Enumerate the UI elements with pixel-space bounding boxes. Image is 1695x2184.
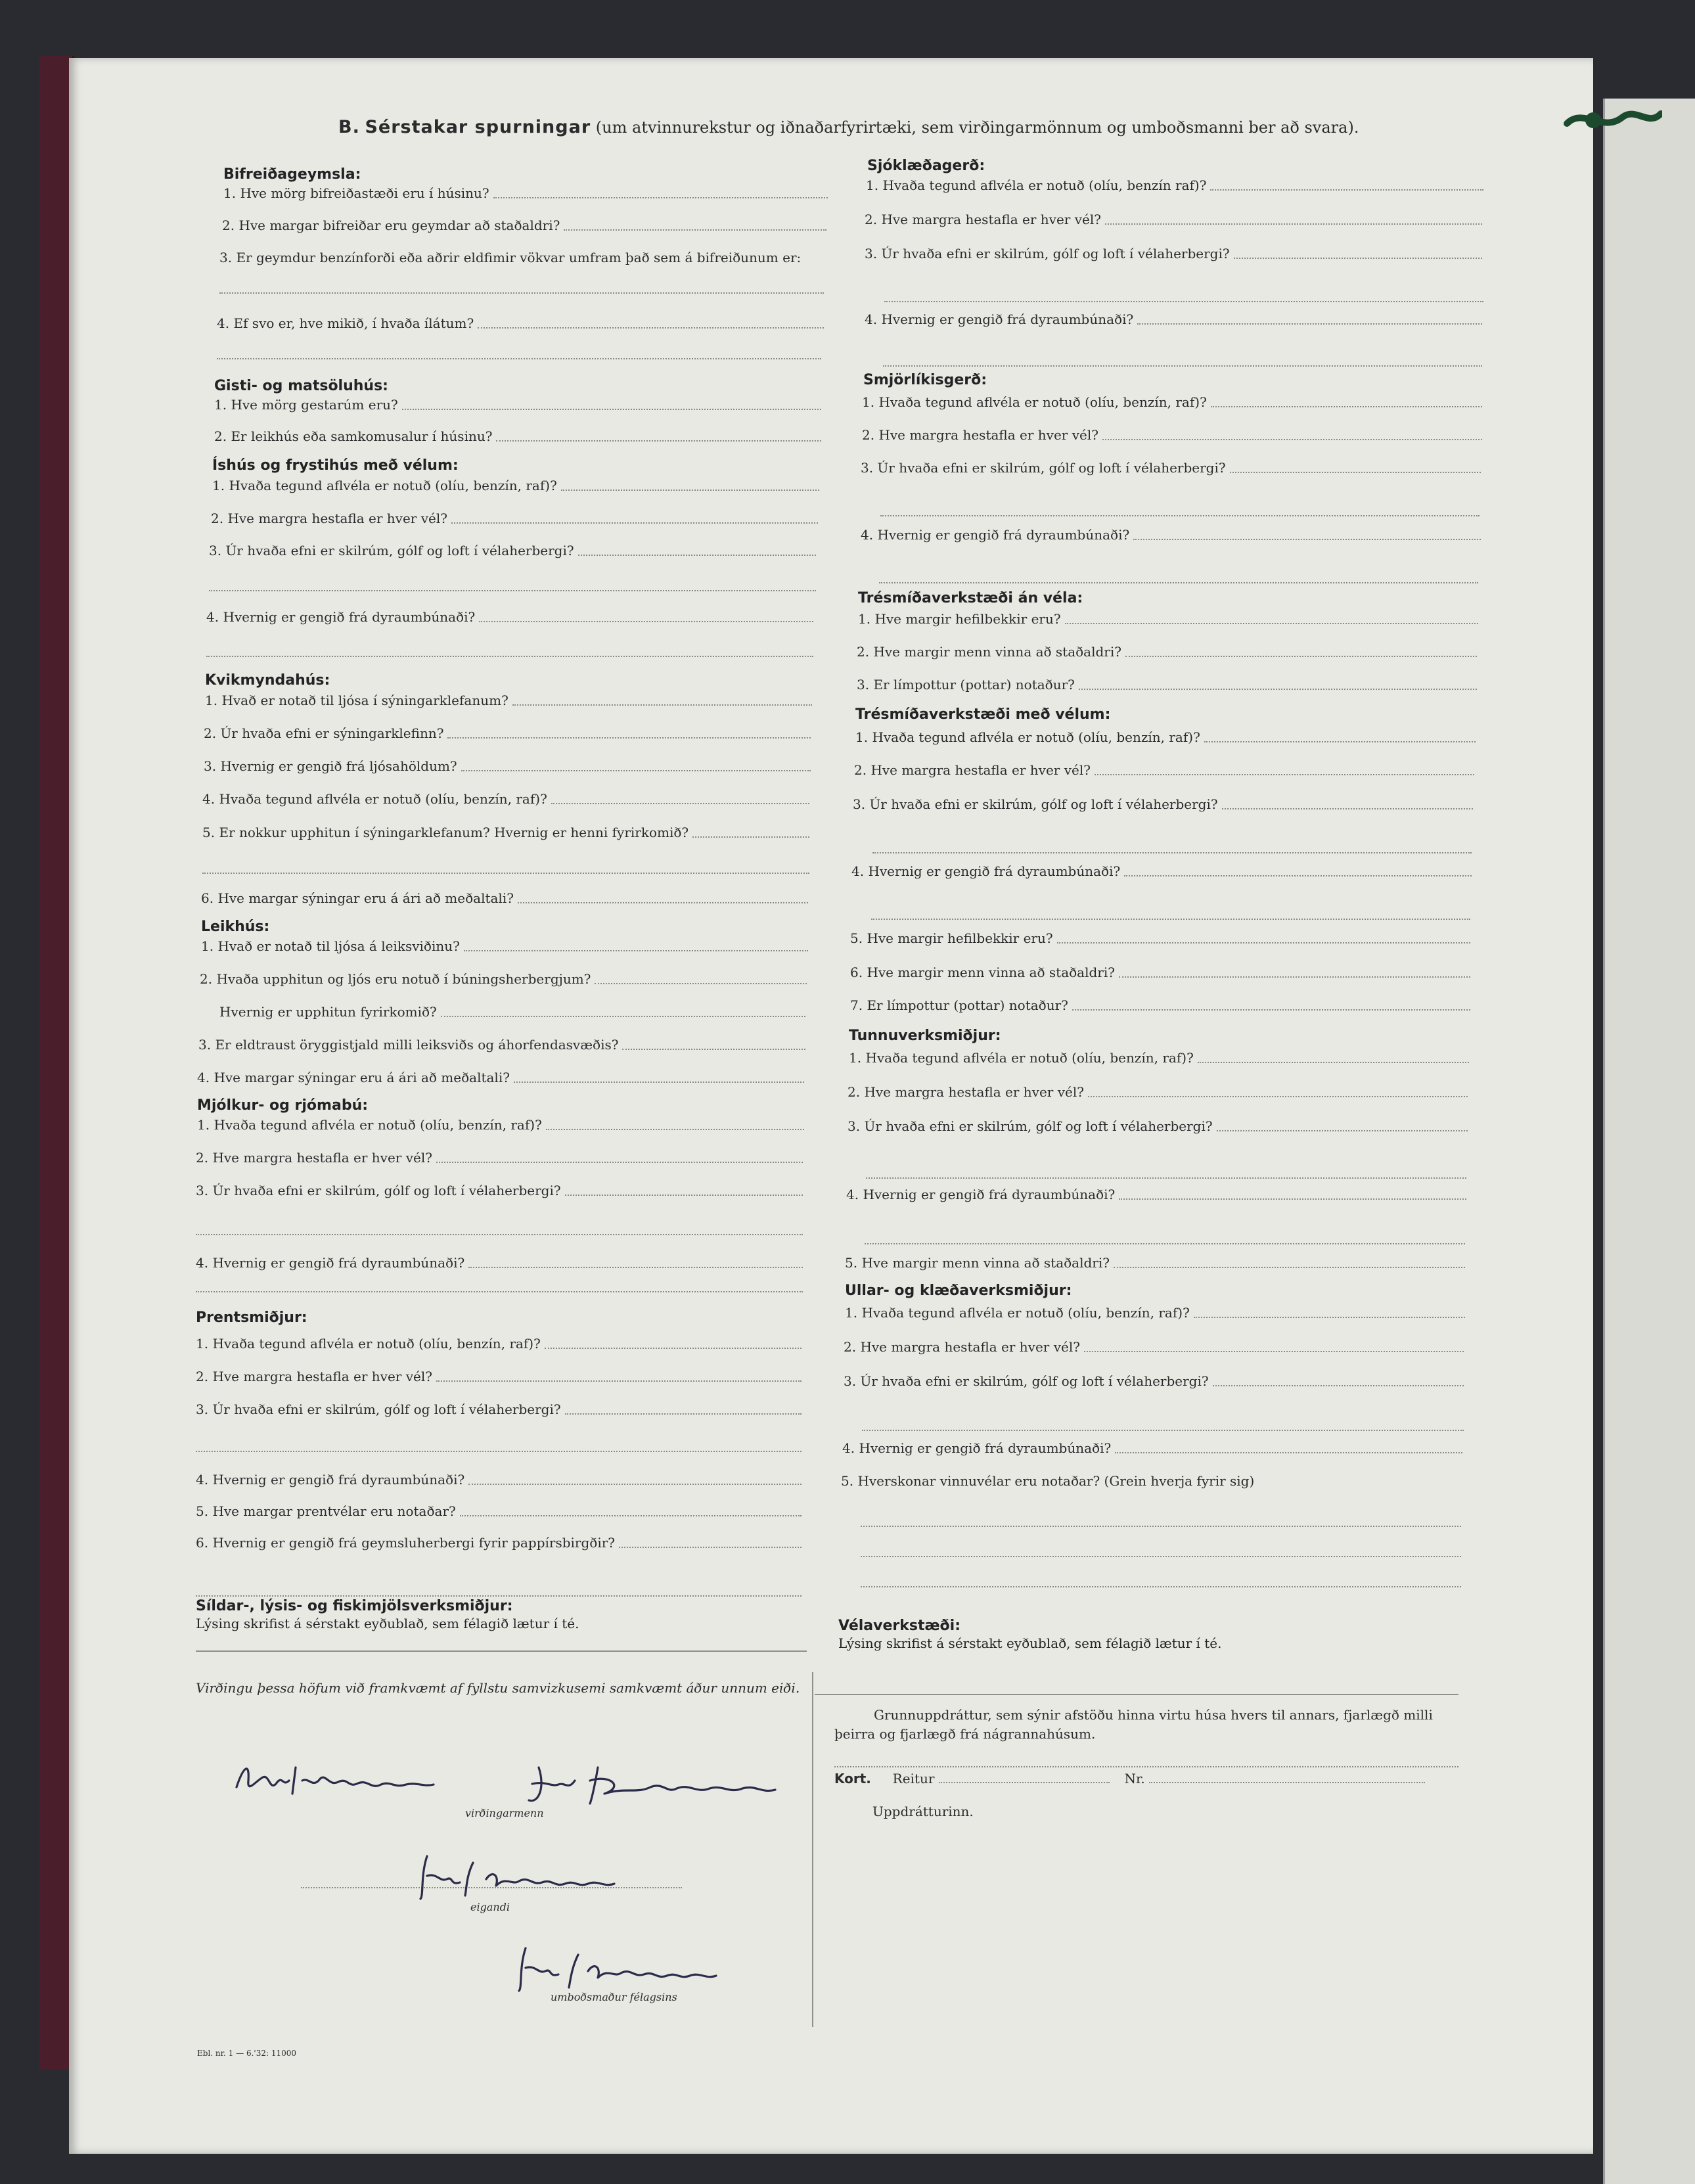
- question-row: [842, 1440, 1462, 1456]
- answer-line[interactable]: [1065, 623, 1478, 624]
- question-text: 3. Úr hvaða efni er skilrúm, gólf og loft í vélaherbergi?: [844, 1373, 1209, 1389]
- question-text: 4. Hvernig er gengið frá dyraumbúnaði?: [846, 1187, 1116, 1202]
- answer-line[interactable]: [1079, 689, 1477, 690]
- answer-line[interactable]: [884, 301, 1483, 302]
- answer-line[interactable]: [619, 1547, 802, 1548]
- signature-eigandi: [414, 1850, 624, 1902]
- question-text: 1. Hvaða tegund aflvéla er notuð (olíu, benzín raf)?: [866, 177, 1207, 193]
- answer-line[interactable]: [1084, 1351, 1464, 1352]
- answer-line[interactable]: [217, 358, 821, 359]
- answer-line[interactable]: [436, 1380, 802, 1382]
- answer-line[interactable]: [479, 621, 813, 622]
- answer-line[interactable]: [196, 1234, 803, 1235]
- question-row: [862, 427, 1482, 443]
- answer-line[interactable]: [1105, 223, 1482, 225]
- question-text: 2. Er leikhús eða samkomusalur í húsinu?: [214, 428, 493, 444]
- question-text: 6. Hvernig er gengið frá geymsluherbergi fyrir pappírsbirgðir?: [196, 1535, 616, 1551]
- question-row: [200, 971, 807, 987]
- answer-line[interactable]: [402, 409, 821, 410]
- question-text: 2. Hve margra hestafla er hver vél?: [854, 762, 1091, 778]
- section-title-gisti: Gisti- og matsöluhús:: [214, 378, 388, 394]
- question-row: [841, 1473, 1461, 1489]
- question-text: 7. Er límpottur (pottar) notaður?: [850, 997, 1068, 1013]
- question-row: [196, 1401, 802, 1417]
- answer-line[interactable]: [1088, 1096, 1468, 1097]
- answer-line[interactable]: [436, 1162, 803, 1163]
- answer-line[interactable]: [861, 1556, 1461, 1557]
- answer-line[interactable]: [196, 1451, 802, 1452]
- question-text: 2. Hve margir menn vinna að staðaldri?: [857, 644, 1121, 660]
- nr-field[interactable]: [1149, 1782, 1425, 1783]
- answer-line[interactable]: [545, 1348, 802, 1349]
- header-note: (um atvinnurekstur og iðnaðarfyrirtæki, sem virðingarmönnum og umboðsmanni ber að svara).: [595, 118, 1359, 137]
- question-row: [201, 938, 808, 954]
- section-title-leikhus: Leikhús:: [201, 919, 270, 935]
- question-row: [853, 796, 1473, 812]
- answer-line[interactable]: [1072, 1009, 1470, 1011]
- question-text: 2. Hve margra hestafla er hver vél?: [844, 1339, 1080, 1355]
- section-title-prentsmidjur: Prentsmiðjur:: [196, 1309, 307, 1326]
- question-text: 4. Hvernig er gengið frá dyraumbúnaði?: [861, 527, 1130, 543]
- question-row: [196, 1472, 802, 1488]
- question-row: [197, 1117, 804, 1133]
- question-text: 5. Hve margar prentvélar eru notaðar?: [196, 1503, 456, 1519]
- question-text: 1. Hvaða tegund aflvéla er notuð (olíu, benzín, raf)?: [855, 729, 1200, 745]
- question-text: 2. Hve margar bifreiðar eru geymdar að staðaldri?: [222, 217, 560, 233]
- question-row: [849, 1050, 1469, 1066]
- adjacent-page: [1603, 99, 1695, 2184]
- question-row: [846, 1187, 1466, 1202]
- answer-line[interactable]: [871, 919, 1470, 920]
- answer-line[interactable]: [1119, 976, 1470, 978]
- question-text: 1. Hve mörg bifreiðastæði eru í húsinu?: [223, 185, 489, 201]
- question-text: 4. Hvaða tegund aflvéla er notuð (olíu, benzín, raf)?: [202, 791, 547, 807]
- part-letter: B.: [338, 117, 360, 137]
- answer-line[interactable]: [1234, 258, 1482, 259]
- question-text: 5. Hve margir hefilbekkir eru?: [850, 930, 1053, 946]
- answer-line[interactable]: [478, 327, 824, 329]
- answer-line[interactable]: [461, 770, 811, 771]
- section-title-ullar: Ullar- og klæðaverksmiðjur:: [845, 1283, 1072, 1299]
- question-row: [861, 527, 1481, 543]
- question-text: 6. Hve margir menn vinna að staðaldri?: [850, 965, 1115, 980]
- answer-line[interactable]: [219, 292, 824, 294]
- question-text: 3. Úr hvaða efni er skilrúm, gólf og loft í vélaherbergi?: [196, 1183, 561, 1198]
- velaverk-title: Vélaverkstæði:: [838, 1618, 960, 1634]
- answer-line[interactable]: [1210, 189, 1483, 191]
- answer-line[interactable]: [879, 582, 1478, 583]
- question-row: [204, 758, 811, 774]
- answer-line[interactable]: [196, 1595, 802, 1597]
- reitur-field[interactable]: [939, 1782, 1110, 1783]
- signature-umbodsmadur: [512, 1942, 723, 1994]
- question-row: [850, 965, 1470, 980]
- question-text: 1. Hvaða tegund aflvéla er notuð (olíu, benzín, raf)?: [197, 1117, 542, 1133]
- question-row: [857, 677, 1477, 693]
- question-row: [196, 1369, 802, 1384]
- answer-line[interactable]: [468, 1267, 803, 1268]
- answer-line[interactable]: [460, 1515, 802, 1516]
- caption-virdingarmenn: virðingarmenn: [465, 1807, 544, 1819]
- divider-rule: [815, 1694, 1458, 1695]
- question-text: 1. Hvað er notað til ljósa í sýningarklefanum?: [205, 693, 508, 708]
- answer-line[interactable]: [1211, 406, 1482, 407]
- binding-cord-icon: [1564, 104, 1662, 137]
- nr-label: Nr.: [1124, 1771, 1145, 1786]
- section-title-bifreidageymsla: Bifreiðageymsla:: [223, 166, 361, 183]
- question-text: 4. Hvernig er gengið frá dyraumbúnaði?: [842, 1440, 1112, 1456]
- question-text: 4. Hvernig er gengið frá dyraumbúnaði?: [196, 1255, 465, 1271]
- question-row: [866, 177, 1483, 193]
- answer-line[interactable]: [865, 1243, 1465, 1244]
- answer-line[interactable]: [1213, 1385, 1464, 1386]
- answer-line[interactable]: [206, 656, 813, 657]
- question-row: [857, 644, 1477, 660]
- answer-line[interactable]: [564, 229, 826, 231]
- question-row: [196, 1150, 803, 1166]
- question-row: [211, 511, 818, 526]
- question-text: 5. Hve margir menn vinna að staðaldri?: [845, 1255, 1110, 1271]
- form-header: [338, 117, 1455, 137]
- question-text: 6. Hve margar sýningar eru á ári að meðaltali?: [201, 890, 514, 906]
- question-row: [858, 611, 1478, 627]
- question-text: 3. Úr hvaða efni er skilrúm, gólf og loft í vélaherbergi?: [853, 796, 1218, 812]
- question-text: 3. Úr hvaða efni er skilrúm, gólf og loft í vélaherbergi?: [861, 460, 1226, 476]
- question-row: [219, 250, 826, 265]
- question-row: [217, 315, 824, 331]
- question-row: [845, 1255, 1465, 1271]
- question-text: 1. Hvaða tegund aflvéla er notuð (olíu, benzín, raf)?: [212, 478, 557, 493]
- answer-line[interactable]: [1217, 1130, 1468, 1131]
- reitur-label: Reitur: [892, 1771, 935, 1786]
- question-row: [196, 1336, 802, 1352]
- question-text: 4. Ef svo er, hve mikið, í hvaða ílátum?: [217, 315, 474, 331]
- section-title-ishus: Íshús og frystihús með vélum:: [212, 457, 459, 474]
- question-text: 3. Úr hvaða efni er skilrúm, gólf og loft í vélaherbergi?: [209, 543, 574, 558]
- answer-line[interactable]: [692, 836, 809, 838]
- kort-row: [834, 1771, 1465, 1792]
- question-text: 4. Hvernig er gengið frá dyraumbúnaði?: [196, 1472, 465, 1488]
- question-row: [865, 212, 1482, 227]
- question-text: Hvernig er upphitun fyrirkomið?: [219, 1004, 437, 1020]
- header-title: Sérstakar spurningar: [365, 117, 591, 137]
- question-text: 4. Hvernig er gengið frá dyraumbúnaði?: [206, 609, 476, 625]
- question-text: 1. Hvaða tegund aflvéla er notuð (olíu, benzín, raf)?: [849, 1050, 1194, 1066]
- answer-line[interactable]: [551, 803, 809, 804]
- question-text: 4. Hvernig er gengið frá dyraumbúnaði?: [865, 311, 1134, 327]
- answer-line[interactable]: [202, 873, 809, 874]
- grunnuppdrattur-text: Grunnuppdráttur, sem sýnir afstöðu hinna virtu húsa hvers til annars, fjarlægð milli þeirra og fjarlægð frá nágrannahúsum.: [834, 1707, 1433, 1742]
- answer-line[interactable]: [1114, 1267, 1465, 1268]
- question-text: 3. Er límpottur (pottar) notaður?: [857, 677, 1075, 693]
- section-title-mjolkur: Mjólkur- og rjómabú:: [197, 1097, 369, 1114]
- answer-line[interactable]: [565, 1194, 803, 1196]
- question-text: 4. Hve margar sýningar eru á ári að meðaltali?: [197, 1070, 510, 1085]
- answer-line[interactable]: [861, 1586, 1461, 1587]
- answer-line[interactable]: [1133, 539, 1481, 540]
- question-text: 2. Hve margra hestafla er hver vél?: [862, 427, 1098, 443]
- question-row: [209, 543, 816, 558]
- question-text: 3. Er geymdur benzínforði eða aðrir eldfimir vökvar umfram það sem á bifreiðunum er:: [219, 250, 802, 265]
- question-text: 1. Hve margir hefilbekkir eru?: [858, 611, 1061, 627]
- section-title-velaverkstaedi: [838, 1618, 1221, 1651]
- answer-line[interactable]: [441, 1016, 805, 1017]
- question-row: [212, 478, 819, 493]
- answer-line[interactable]: [447, 737, 811, 739]
- answer-line[interactable]: [514, 1081, 804, 1083]
- answer-line[interactable]: [834, 1766, 1458, 1767]
- answer-line[interactable]: [1124, 875, 1472, 876]
- answer-line[interactable]: [496, 440, 821, 442]
- answer-line[interactable]: [1125, 656, 1477, 657]
- section-title-kvikmyndahus: Kvikmyndahús:: [205, 672, 330, 689]
- question-row: [845, 1305, 1465, 1321]
- caption-eigandi: eigandi: [470, 1901, 510, 1913]
- answer-line[interactable]: [464, 950, 808, 951]
- question-row: [865, 246, 1482, 262]
- question-row: [850, 930, 1470, 946]
- answer-line[interactable]: [880, 515, 1480, 516]
- velaverk-note: Lýsing skrifist á sérstakt eyðublað, sem félagið lætur í té.: [838, 1635, 1222, 1651]
- question-text: 1. Hvaða tegund aflvéla er notuð (olíu, benzín, raf)?: [862, 394, 1207, 410]
- question-text: 2. Úr hvaða efni er sýningarklefinn?: [204, 725, 444, 741]
- question-text: 5. Hverskonar vinnuvélar eru notaðar? (Grein hverja fyrir sig): [841, 1473, 1255, 1489]
- answer-line[interactable]: [1115, 1452, 1462, 1453]
- section-title-tresmid-med-velum: Trésmíðaverkstæði með vélum:: [855, 706, 1111, 723]
- question-row: [201, 890, 808, 906]
- question-row: [202, 791, 809, 807]
- answer-line[interactable]: [1057, 942, 1470, 944]
- question-row: [847, 1118, 1468, 1134]
- question-row: [854, 762, 1474, 778]
- answer-line[interactable]: [493, 197, 828, 198]
- closing-statement: Virðingu þessa höfum við framkvæmt af fyllstu samvizkusemi samkvæmt áður unnum eiði.: [196, 1680, 800, 1696]
- answer-line[interactable]: [518, 902, 808, 903]
- answer-line[interactable]: [451, 522, 818, 524]
- section-title-smjorlikisgerd: Smjörlíkisgerð:: [863, 372, 987, 388]
- answer-line[interactable]: [565, 1413, 802, 1415]
- question-text: 1. Hvaða tegund aflvéla er notuð (olíu, benzín, raf)?: [196, 1336, 541, 1352]
- question-text: 2. Hve margra hestafla er hver vél?: [847, 1084, 1084, 1100]
- question-row: [855, 729, 1476, 745]
- sildar-note: Lýsing skrifist á sérstakt eyðublað, sem félagið lætur í té.: [196, 1616, 579, 1631]
- question-row: [861, 460, 1481, 476]
- question-row: [214, 428, 821, 444]
- question-row: [851, 863, 1472, 879]
- question-row: [862, 394, 1482, 410]
- answer-line[interactable]: [1119, 1198, 1466, 1200]
- question-row: [196, 1503, 802, 1519]
- question-row: [197, 1070, 804, 1085]
- answer-line[interactable]: [1095, 774, 1474, 775]
- question-text: 3. Hvernig er gengið frá ljósahöldum?: [204, 758, 457, 774]
- answer-line[interactable]: [622, 1049, 805, 1050]
- question-text: 1. Hve mörg gestarúm eru?: [214, 397, 398, 413]
- question-row: [198, 1037, 805, 1053]
- sildar-title: Síldar-, lýsis- og fiskimjölsverksmiðjur:: [196, 1598, 513, 1614]
- question-row: [844, 1373, 1464, 1389]
- question-text: 5. Er nokkur upphitun í sýningarklefanum? Hvernig er henni fyrirkomið?: [202, 825, 689, 840]
- question-row: [196, 1535, 802, 1551]
- question-text: 4. Hvernig er gengið frá dyraumbúnaði?: [851, 863, 1121, 879]
- answer-line[interactable]: [1198, 1062, 1469, 1063]
- answer-line[interactable]: [546, 1129, 804, 1130]
- question-text: 3. Úr hvaða efni er skilrúm, gólf og loft í vélaherbergi?: [865, 246, 1230, 262]
- question-text: 2. Hve margra hestafla er hver vél?: [196, 1150, 432, 1166]
- section-title-sjoklaedagerd: Sjóklæðagerð:: [867, 158, 985, 174]
- answer-line[interactable]: [196, 1291, 803, 1292]
- answer-line[interactable]: [209, 590, 816, 591]
- answer-line[interactable]: [1102, 439, 1482, 440]
- column-divider: [812, 1672, 813, 2027]
- question-row: [847, 1084, 1468, 1100]
- section-title-sildar: [196, 1598, 579, 1631]
- question-row: [219, 1004, 805, 1020]
- answer-line[interactable]: [1137, 323, 1482, 325]
- question-text: 1. Hvaða tegund aflvéla er notuð (olíu, benzín, raf)?: [845, 1305, 1190, 1321]
- question-row: [204, 725, 811, 741]
- question-text: 2. Hve margra hestafla er hver vél?: [196, 1369, 432, 1384]
- answer-line[interactable]: [872, 852, 1472, 853]
- caption-umbodsmadur: umboðsmaður félagsins: [551, 1991, 677, 2003]
- question-row: [850, 997, 1470, 1013]
- answer-line[interactable]: [883, 365, 1482, 367]
- question-text: 3. Úr hvaða efni er skilrúm, gólf og loft í vélaherbergi?: [847, 1118, 1213, 1134]
- question-text: 2. Hvaða upphitun og ljós eru notuð í búningsherbergjum?: [200, 971, 591, 987]
- answer-line[interactable]: [561, 489, 819, 491]
- kort-label: Kort.: [834, 1771, 871, 1786]
- question-row: [222, 217, 826, 233]
- question-row: [206, 609, 813, 625]
- section-title-tresmid-an-vela: Trésmíðaverkstæði án véla:: [858, 590, 1083, 606]
- answer-line[interactable]: [1204, 741, 1476, 742]
- question-text: 3. Úr hvaða efni er skilrúm, gólf og loft í vélaherbergi?: [196, 1401, 561, 1417]
- answer-line[interactable]: [1222, 808, 1473, 809]
- print-footer: Ebl. nr. 1 — 6.'32: 11000: [197, 2049, 296, 2058]
- question-row: [844, 1339, 1464, 1355]
- divider-rule: [196, 1650, 807, 1652]
- answer-line[interactable]: [862, 1430, 1464, 1431]
- question-row: [223, 185, 828, 201]
- answer-line[interactable]: [866, 1177, 1466, 1179]
- section-title-tunnuverksmidjur: Tunnuverksmiðjur:: [849, 1028, 1001, 1044]
- answer-line[interactable]: [578, 555, 816, 556]
- question-text: 3. Er eldtraust öryggistjald milli leiksviðs og áhorfendasvæðis?: [198, 1037, 619, 1053]
- answer-line[interactable]: [512, 704, 812, 706]
- question-row: [196, 1183, 803, 1198]
- question-row: [205, 693, 812, 708]
- answer-line[interactable]: [595, 983, 807, 984]
- question-row: [214, 397, 821, 413]
- question-text: 2. Hve margra hestafla er hver vél?: [865, 212, 1101, 227]
- answer-line[interactable]: [468, 1484, 802, 1485]
- question-row: [865, 311, 1482, 327]
- question-text: 2. Hve margra hestafla er hver vél?: [211, 511, 447, 526]
- question-text: 1. Hvað er notað til ljósa á leiksviðinu?: [201, 938, 460, 954]
- question-row: [202, 825, 809, 840]
- answer-line[interactable]: [861, 1526, 1461, 1527]
- answer-line[interactable]: [1230, 472, 1481, 473]
- question-row: [196, 1255, 803, 1271]
- uppdrattur-label: Uppdrátturinn.: [872, 1804, 974, 1819]
- answer-line[interactable]: [1194, 1317, 1465, 1318]
